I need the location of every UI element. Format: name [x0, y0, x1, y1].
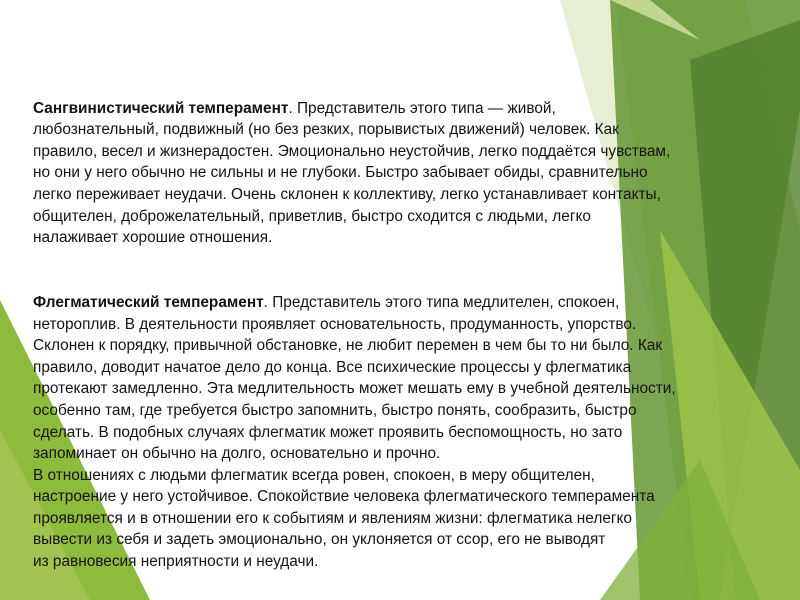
paragraph-phlegmatic-text: . Представитель этого типа медлителен, спокоен, нетороплив. В деятельности проявляет основательность, продуманность, упорство. Склонен к порядку, привычной обстановке, не любит перемен в чем бы то ни было. Как правило, доводит начатое дело до конца. Все психические процессы у флегматика протекают замедленно. Эта медлительность может мешать ему в учебной деятельности, особенно там, где требуется быстро запомнить, быстро понять, сообразить, быстро сделать. В подобных случаях флегматик может проявить беспомощность, но зато запоминает он обычно на долго, основательно и прочно. В отношениях с людьми флегматик всегда ровен, спокоен, в меру общителен, настроение у него устойчивое. Спокойствие человека флегматического темперамента проявляется и в отношении его к событиям и явлениям жизни: флегматика нелегко вывести из себя и задеть эмоционально, он уклоняется от ссор, его не выводят из равновесия неприятности и неудачи.	[33, 293, 676, 571]
term-phlegmatic: Флегматический темперамент	[33, 293, 264, 311]
paragraph-phlegmatic	[33, 292, 783, 573]
paragraph-sanguine	[33, 98, 783, 249]
paragraph-sanguine-text: . Представитель этого типа — живой, любознательный, подвижный (но без резких, порывистых движений) человек. Как правило, весел и жизнерадостен. Эмоционально неустойчив, легко поддаётся чувствам, но они у него обычно не сильны и не глубоки. Быстро забывает обиды, сравнительно легко переживает неудачи. Очень склонен к коллективу, легко устанавливает контакты, общителен, доброжелательный, приветлив, быстро сходится с людьми, легко налаживает хорошие отношения.	[33, 99, 671, 247]
term-sanguine: Сангвинистический темперамент	[33, 99, 289, 117]
slide-text-body	[33, 76, 783, 594]
